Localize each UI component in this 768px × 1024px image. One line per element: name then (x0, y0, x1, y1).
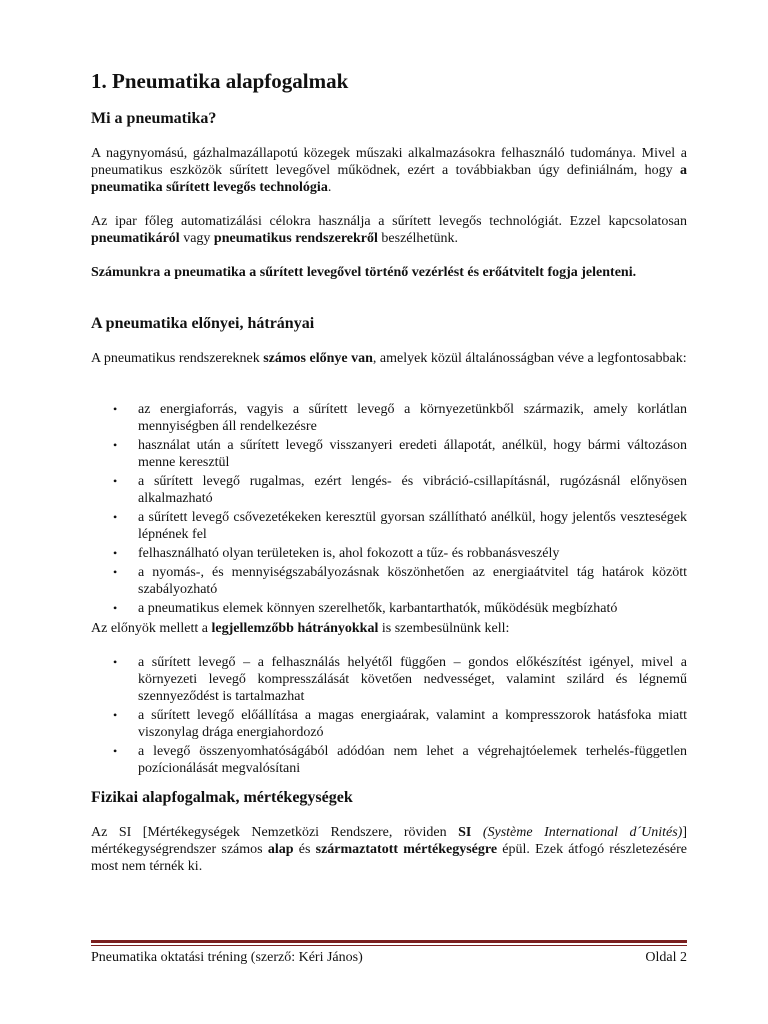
paragraph-summary (91, 264, 687, 281)
list-item: • a sűrített levegő csővezetékeken keresztül gyorsan szállítható anélkül, hogy jelentős veszteségek lépnének fel (91, 509, 687, 543)
section-heading-pros-cons: A pneumatika előnyei, hátrányai (91, 315, 315, 332)
paragraph-si-units (91, 824, 687, 875)
section-heading-physics: Fizikai alapfogalmak, mértékegységek (91, 789, 353, 806)
text-run: Az SI [Mértékegységek Nemzetközi Rendszere, röviden (91, 825, 459, 840)
text-run: a pneumatika sűrített levegős technológia (91, 163, 687, 195)
text-run: SI (458, 825, 472, 840)
text-run (471, 825, 483, 840)
section-heading-what-is: Mi a pneumatika? (91, 110, 217, 127)
text-run: Számunkra a pneumatika a sűrített levegővel történő vezérlést és erőátvitelt fogja jelenteni. (91, 265, 637, 280)
paragraph-disadvantages-intro (91, 620, 687, 637)
text-run: legjellemzőbb hátrányokkal (211, 621, 379, 636)
text-run: alap (267, 842, 294, 857)
footer-rule-thick (91, 940, 687, 943)
disadvantages-list (91, 654, 687, 779)
text-run: Az előnyök mellett a (91, 621, 212, 636)
text-run: épül. Ezek átfogó részletezésére most nem térnék ki. (91, 842, 688, 874)
text-run: A pneumatikus rendszereknek (91, 351, 264, 366)
list-item: • a sűrített levegő előállítása a magas energiaárak, valamint a kompresszorok hatásfoka miatt viszonylag drága energiahordozó (91, 707, 687, 741)
paragraph-advantages-intro (91, 350, 687, 367)
list-item: • a levegő összenyomhatóságából adódóan nem lehet a végrehajtóelemek terhelés-független pozícionálását megvalósítani (91, 743, 687, 777)
text-run: vagy (179, 231, 214, 246)
text-run: pneumatikus rendszerekről (213, 231, 378, 246)
footer-title: Pneumatika oktatási tréning (szerző: Kéri János) (91, 950, 363, 965)
text-run: számos előnye van (263, 351, 373, 366)
list-item: • a nyomás-, és mennyiségszabályozásnak köszönhetően az energiaátvitel tág határok között szabályozható (91, 564, 687, 598)
text-run: ] mértékegységrendszer számos (91, 825, 688, 857)
text-run: . (327, 180, 332, 195)
text-run: beszélhetünk. (377, 231, 458, 246)
list-item: • felhasználható olyan területeken is, ahol fokozott a tűz- és robbanásveszély (91, 545, 687, 562)
text-run: A nagynyomású, gázhalmazállapotú közegek műszaki alkalmazásokra felhasználó tudománya. Mivel a pneumatikus eszközök sűrített levegővel működnek, ezért a továbbiakban úgy definiálnám, hogy (91, 146, 687, 178)
page-title: 1. Pneumatika alapfogalmak (91, 69, 349, 93)
footer-page-number: Oldal 2 (645, 950, 687, 965)
text-run: , amelyek közül általánosságban véve a legfontosabbak: (372, 351, 687, 366)
paragraph-definition (91, 145, 687, 196)
list-item: • a sűrített levegő – a felhasználás helyétől függően – gondos előkészítést igényel, mivel a környezeti levegő kompresszálását követően nedvességet, valamint szilárd és légnemű szennyeződést is tartalmazhat (91, 654, 687, 705)
advantages-list (91, 401, 687, 619)
text-run: és (293, 842, 316, 857)
text-run: (Système International d´Unités) (482, 825, 683, 840)
list-item: • a pneumatikus elemek könnyen szerelhetők, karbantarthatók, működésük megbízható (91, 600, 687, 617)
list-item: • a sűrített levegő rugalmas, ezért lengés- és vibráció-csillapításnál, rugózásnál előnyösen alkalmazható (91, 473, 687, 507)
text-run: Az ipar főleg automatizálási célokra használja a sűrített levegős technológiát. Ezzel kapcsolatosan (91, 214, 687, 229)
paragraph-industry (91, 213, 687, 247)
list-item: • használat után a sűrített levegő visszanyeri eredeti állapotát, anélkül, hogy bármi változáson menne keresztül (91, 437, 687, 471)
footer-rule-thin (91, 945, 687, 946)
list-item: • az energiaforrás, vagyis a sűrített levegő a környezetünkből származik, amely korlátlan mennyiségben áll rendelkezésre (91, 401, 687, 435)
text-run: is szembesülnünk kell: (378, 621, 510, 636)
text-run: pneumatikáról (91, 231, 180, 246)
text-run: származtatott mértékegységre (315, 842, 498, 857)
